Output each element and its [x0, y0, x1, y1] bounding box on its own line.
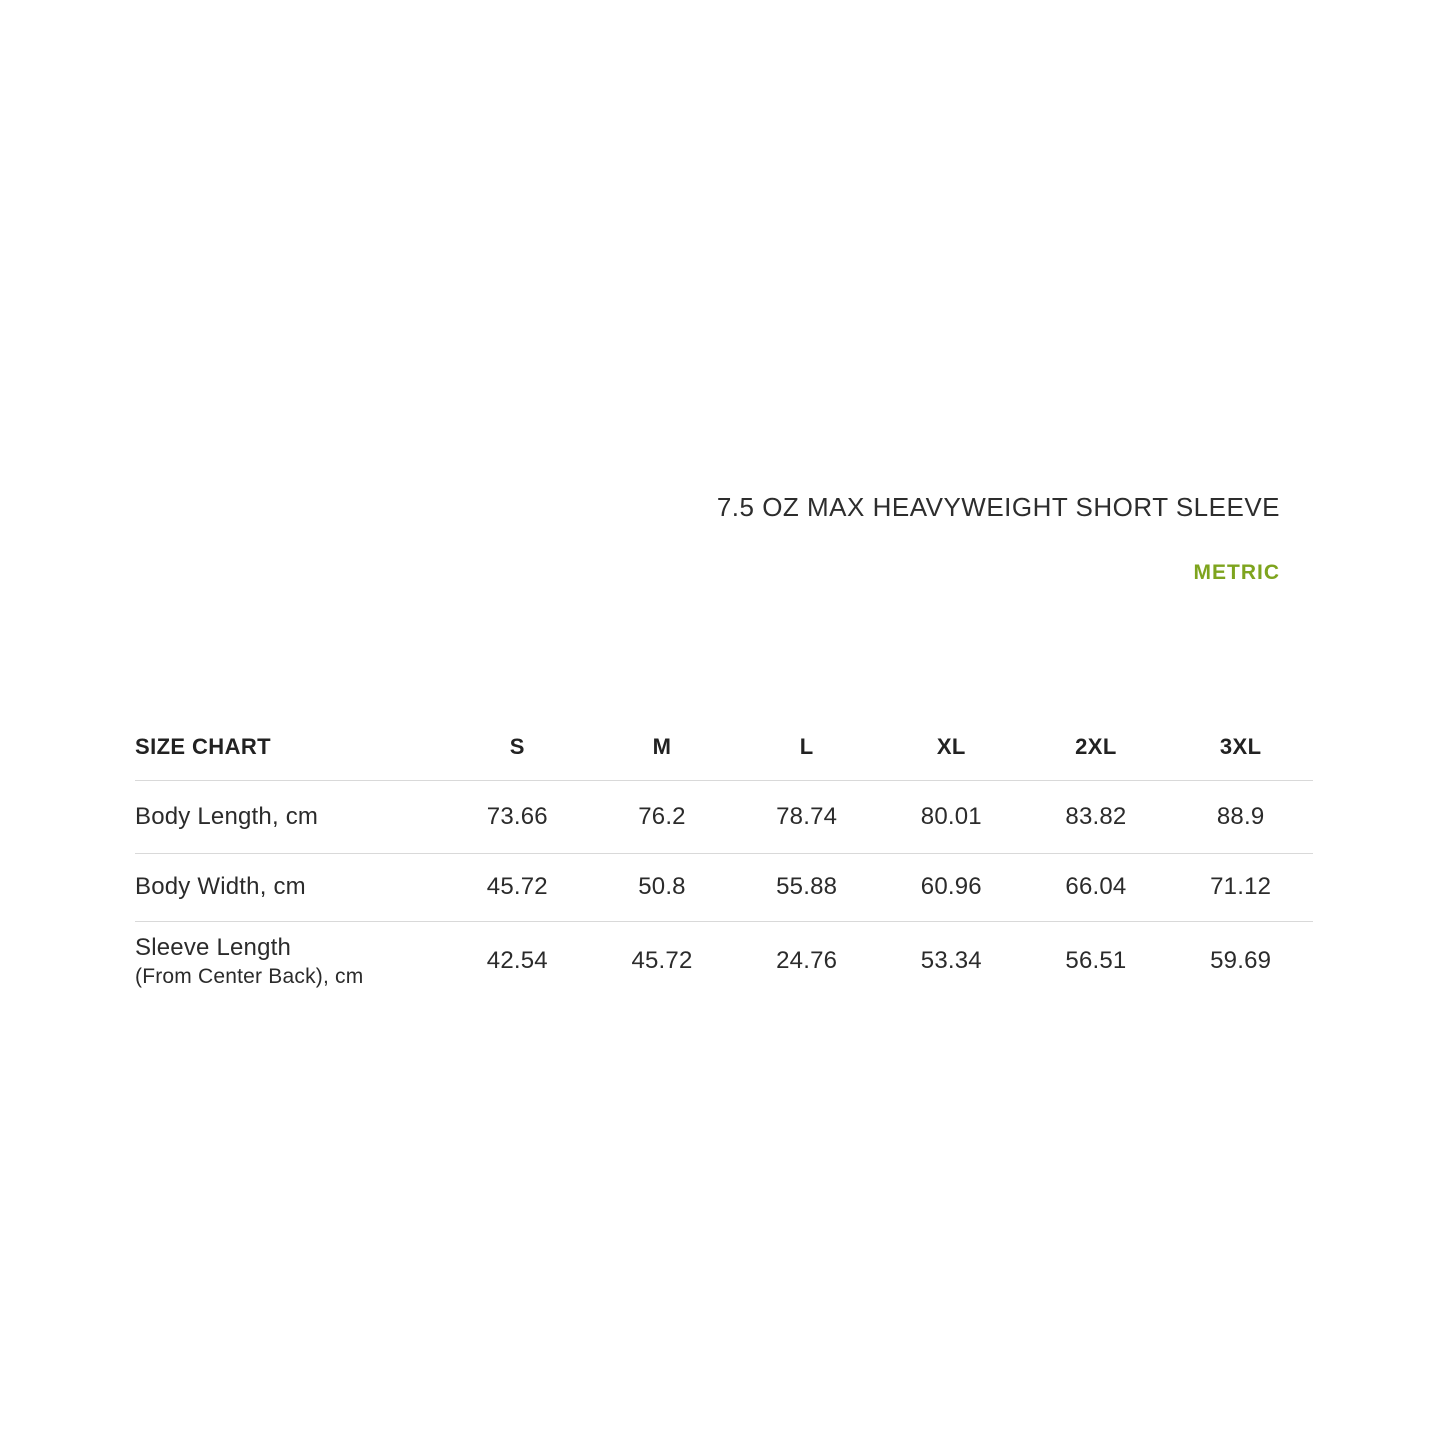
size-value-cell: 45.72 [486, 873, 548, 900]
size-value-cell: 24.76 [776, 947, 838, 975]
column-header-m: M [652, 733, 672, 759]
size-value-cell: 55.88 [776, 873, 838, 900]
size-value-cell: 59.69 [1210, 947, 1272, 975]
size-value-cell: 83.82 [1065, 802, 1127, 830]
size-value-cell: 53.34 [920, 947, 982, 975]
table-row-sleeve-length [135, 921, 1313, 1001]
size-value-cell: 56.51 [1065, 947, 1127, 975]
size-value-cell: 73.66 [486, 802, 548, 830]
size-value-cell: 66.04 [1065, 873, 1127, 900]
product-title: 7.5 OZ MAX HEAVYWEIGHT SHORT SLEEVE [716, 492, 1280, 522]
row-label-body-width: Body Width, cm [135, 873, 306, 900]
size-value-cell: 80.01 [920, 802, 982, 830]
row-label-body-length: Body Length, cm [135, 802, 319, 830]
row-label-line1: Sleeve Length [135, 933, 292, 961]
column-header-3xl: 3XL [1219, 733, 1262, 759]
column-header-l: L [799, 733, 814, 759]
chart-header [717, 494, 1280, 584]
size-value-cell: 71.12 [1210, 873, 1272, 900]
row-label-sleeve-length [135, 921, 445, 1001]
column-header-s: S [509, 733, 525, 759]
size-value-cell: 88.9 [1216, 802, 1265, 830]
row-label-line2: (From Center Back), cm [135, 964, 364, 988]
table-row-body-width [135, 853, 1313, 921]
size-value-cell: 76.2 [638, 802, 686, 830]
table-header-row [135, 714, 1313, 780]
size-value-cell: 42.54 [486, 947, 548, 975]
column-header-2xl: 2XL [1075, 733, 1117, 759]
column-header-xl: XL [936, 733, 966, 759]
size-value-cell: 45.72 [631, 947, 693, 975]
metric-unit-toggle[interactable]: METRIC [1193, 561, 1280, 584]
size-value-cell: 78.74 [776, 802, 838, 830]
size-value-cell: 60.96 [920, 873, 982, 900]
size-chart-title-cell: SIZE CHART [135, 733, 271, 759]
table-row-body-length [135, 780, 1313, 853]
size-chart-table [135, 714, 1313, 1001]
size-value-cell: 50.8 [638, 873, 686, 900]
